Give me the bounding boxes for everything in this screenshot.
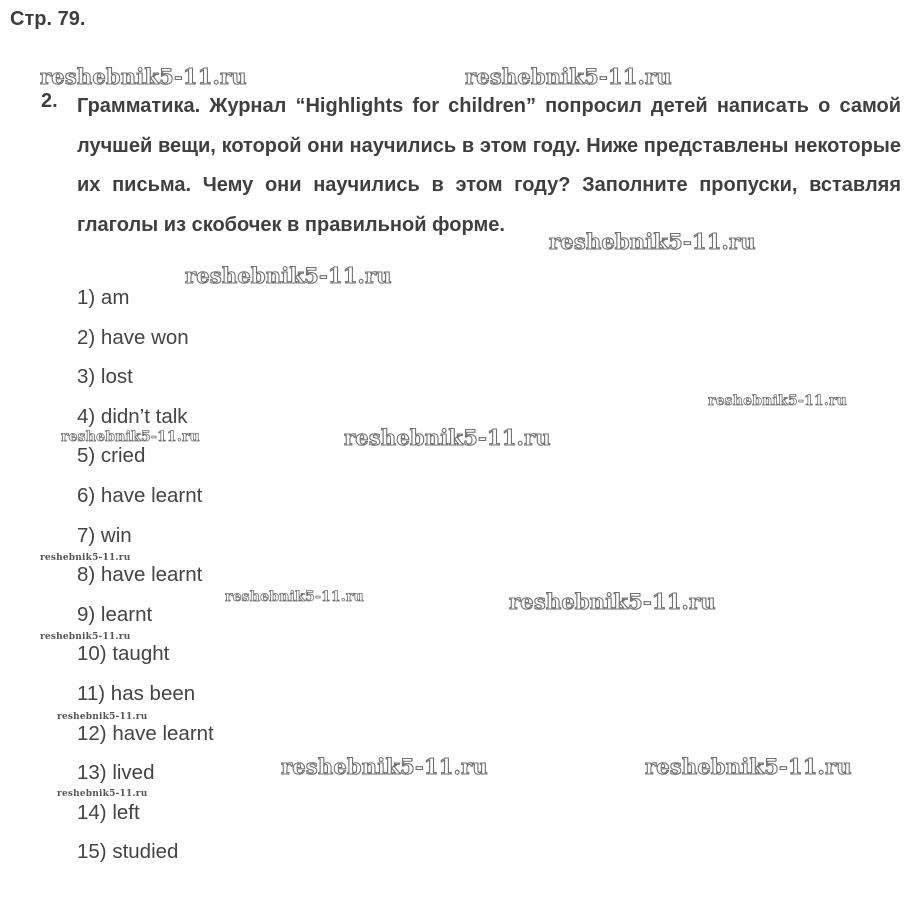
answer-item: 8) have learnt [77,563,203,587]
watermark: reshebnik5-11.ru [281,754,488,779]
answer-item: 5) cried [77,444,146,468]
watermark: reshebnik5-11.ru [344,425,551,450]
watermark: reshebnik5-11.ru [645,754,852,779]
page-number: Стр. 79. [10,8,86,30]
answer-item: 13) lived [77,761,155,785]
watermark: reshebnik5-11.ru [185,263,392,288]
answer-item: 12) have learnt [77,721,214,745]
watermark: reshebnik5-11.ru [465,64,672,89]
answer-item: 11) has been [77,681,196,705]
watermark: reshebnik5-11.ru [40,553,131,563]
watermark: reshebnik5-11.ru [40,64,247,89]
watermark: reshebnik5-11.ru [40,632,131,642]
answer-item: 6) have learnt [77,483,203,507]
answer-item: 10) taught [77,642,170,666]
answer-list [77,283,214,877]
watermark: reshebnik5-11.ru [509,589,716,614]
answer-item: 15) studied [77,840,179,864]
answer-item: 3) lost [77,365,133,389]
watermark: reshebnik5-11.ru [549,229,756,254]
answer-item: 7) win [77,523,132,547]
watermark: reshebnik5-11.ru [225,589,364,605]
watermark: reshebnik5-11.ru [61,429,200,445]
task-instructions: Грамматика. Журнал “Highlights for children” попросил детей написать о самой лучшей вещи, которой они научились в этом году. Ниже представлены некоторые их письма. Чему они научились в этом году? Заполните пропуски, вставляя глаголы из скобочек в правильной форме. [77,95,901,236]
watermark: reshebnik5-11.ru [57,789,148,799]
answer-item: 2) have won [77,325,189,349]
watermark: reshebnik5-11.ru [57,712,148,722]
answer-item: 1) am [77,286,130,309]
task-number: 2. [41,90,58,112]
watermark: reshebnik5-11.ru [708,393,847,409]
answer-item: 9) learnt [77,602,153,626]
answer-item: 4) didn’t talk [77,404,188,428]
answer-item: 14) left [77,800,140,824]
